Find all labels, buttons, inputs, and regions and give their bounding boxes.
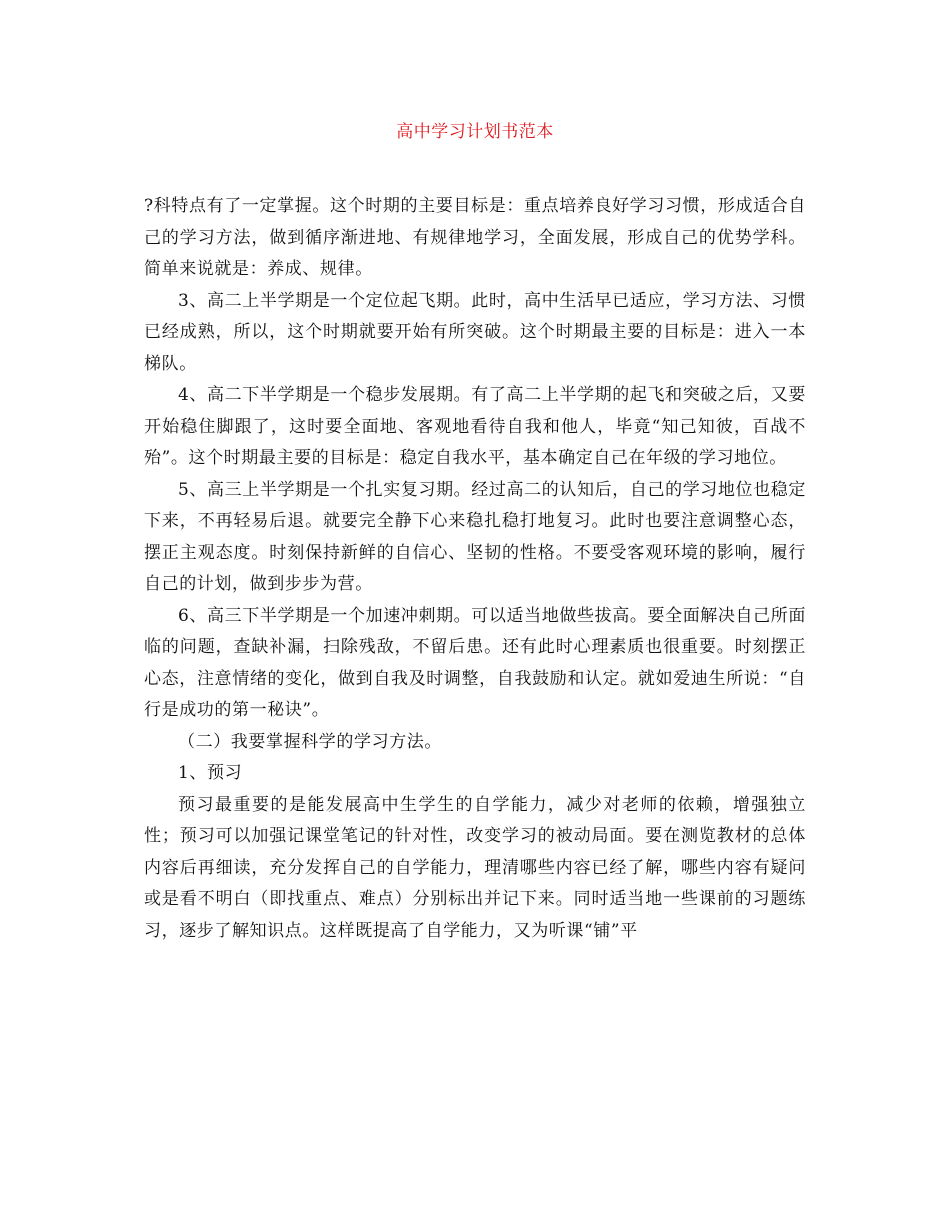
- section-heading: （二）我要掌握科学的学习方法。: [178, 731, 442, 752]
- paragraph-item-5: 5、高三上半学期是一个扎实复习期。经过高二的认知后，自己的学习地位也稳定下来，不再轻易后退。就要完全静下心来稳扎稳打地复习。此时也要注意调整心态，摆正主观态度。时刻保持新鲜的自信心、坚韧的性格。不要受客观环境的影响，履行自己的计划，做到步步为营。: [144, 479, 806, 594]
- paragraph-item-6: 6、高三下半学期是一个加速冲刺期。可以适当地做些拔高。要全面解决自己所面临的问题，查缺补漏，扫除残敌，不留后患。还有此时心理素质也很重要。时刻摆正心态，注意情绪的变化，做到自我及时调整，自我鼓励和认定。就如爱迪生所说：“自行是成功的第一秘诀”。: [144, 605, 806, 720]
- document-title: 高中学习计划书范本: [396, 122, 554, 142]
- subsection-heading: 1、预习: [178, 763, 243, 783]
- paragraph-item-3: 3、高二上半学期是一个定位起飞期。此时，高中生活早已适应，学习方法、习惯已经成熟，所以，这个时期就要开始有所突破。这个时期最主要的目标是：进入一本梯队。: [144, 290, 806, 374]
- paragraph-item-4: 4、高二下半学期是一个稳步发展期。有了高二上半学期的起飞和突破之后，又要开始稳住脚跟了，这时要全面地、客观地看待自我和他人，毕竟“知己知彼，百战不殆”。这个时期最主要的目标是：稳定自我水平，基本确定自己在年级的学习地位。: [144, 385, 806, 468]
- paragraph-preview: 预习最重要的是能发展高中生学生的自学能力，减少对老师的依赖，增强独立性；预习可以加强记课堂笔记的针对性，改变学习的被动局面。要在测览教材的总体内容后再细读，充分发挥自己的自学能力，理清哪些内容已经了解，哪些内容有疑问或是看不明白（即找重点、难点）分别标出并记下来。同时适当地一些课前的习题练习，逐步了解知识点。这样既提高了自学能力，又为听课“铺”平: [144, 794, 806, 941]
- paragraph-continuation: ?科特点有了一定掌握。这个时期的主要目标是：重点培养良好学习习惯，形成适合自己的学习方法，做到循序渐进地、有规律地学习，全面发展，形成自己的优势学科。简单来说就是：养成、规律。: [144, 196, 806, 279]
- document-body: [144, 191, 806, 947]
